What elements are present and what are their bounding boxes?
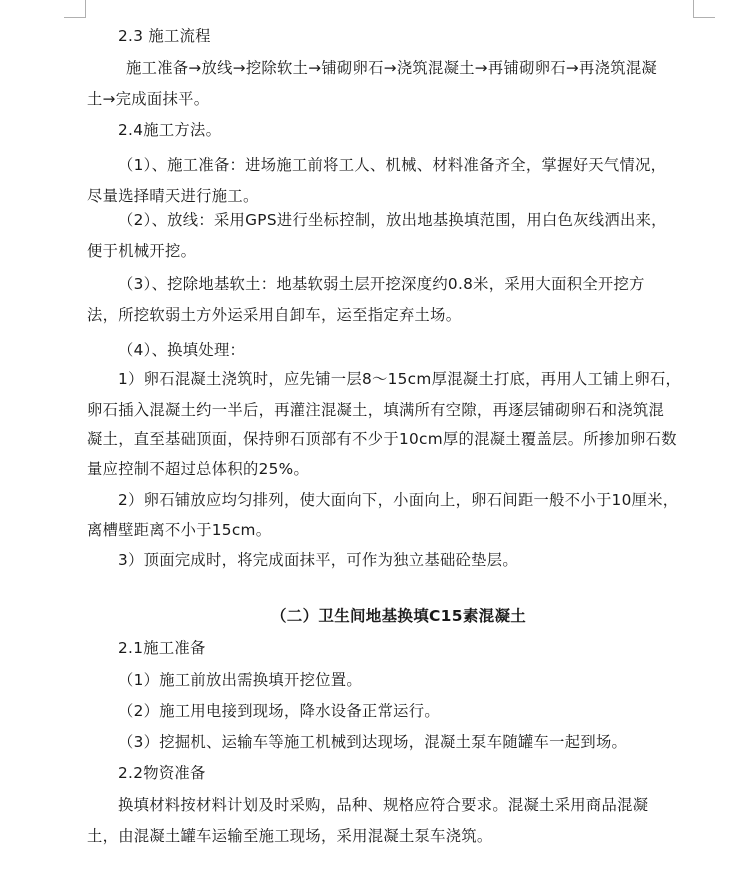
paragraph-line: 便于机械开挖。 bbox=[87, 242, 197, 260]
paragraph-line: 离槽壁距离不小于15cm。 bbox=[87, 521, 272, 539]
section-heading-2-3: 2.3 施工流程 bbox=[118, 27, 211, 45]
paragraph-line: （3）挖掘机、运输车等施工机械到达现场，混凝土泵车随罐车一起到场。 bbox=[118, 733, 628, 751]
paragraph-line: 卵石插入混凝土约一半后，再灌注混凝土，填满所有空隙，再逐层铺砌卵石和浇筑混 bbox=[87, 401, 665, 419]
paragraph-line: 2）卵石铺放应均匀排列，使大面向下，小面向上，卵石间距一般不小于10厘米， bbox=[118, 491, 679, 509]
section-title: （二）卫生间地基换填C15素混凝土 bbox=[271, 607, 527, 625]
paragraph-line: 法，所挖软弱土方外运采用自卸车，运至指定弃土场。 bbox=[87, 306, 462, 324]
paragraph-line: （3）、挖除地基软土：地基软弱土层开挖深度约0.8米，采用大面积全开挖方 bbox=[118, 275, 645, 293]
paragraph-line: 土→完成面抹平。 bbox=[87, 90, 210, 108]
paragraph-line: 换填材料按材料计划及时采购，品种、规格应符合要求。混凝土采用商品混凝 bbox=[118, 796, 649, 814]
section-heading-2-4: 2.4施工方法。 bbox=[118, 121, 222, 139]
paragraph-line: （1）施工前放出需换填开挖位置。 bbox=[118, 671, 362, 689]
paragraph-line: 3）顶面完成时，将完成面抹平，可作为独立基础砼垫层。 bbox=[118, 551, 518, 569]
section-heading-2-1: 2.1施工准备 bbox=[118, 639, 206, 657]
section-heading-2-2: 2.2物资准备 bbox=[118, 764, 206, 782]
paragraph-line: 尽量选择晴天进行施工。 bbox=[87, 187, 259, 205]
paragraph-line: 凝土，直至基础顶面，保持卵石顶部有不少于10cm厚的混凝土覆盖层。所掺加卵石数 bbox=[87, 430, 677, 448]
paragraph-line: 施工准备→放线→挖除软土→铺砌卵石→浇筑混凝土→再铺砌卵石→再浇筑混凝 bbox=[126, 59, 658, 77]
paragraph-line: （1）、施工准备：进场施工前将工人、机械、材料准备齐全，掌握好天气情况， bbox=[118, 156, 667, 174]
paragraph-line: （4）、换填处理： bbox=[118, 341, 246, 359]
paragraph-line: （2）施工用电接到现场，降水设备正常运行。 bbox=[118, 702, 440, 720]
paragraph-line: 土，由混凝土罐车运输至施工现场，采用混凝土泵车浇筑。 bbox=[87, 827, 493, 845]
paragraph-line: 量应控制不超过总体积的25%。 bbox=[87, 460, 310, 478]
paragraph-line: （2）、放线：采用GPS进行坐标控制，放出地基换填范围，用白色灰线洒出来， bbox=[118, 211, 667, 229]
paragraph-line: 1）卵石混凝土浇筑时，应先铺一层8～15cm厚混凝土打底，再用人工铺上卵石， bbox=[118, 370, 682, 388]
